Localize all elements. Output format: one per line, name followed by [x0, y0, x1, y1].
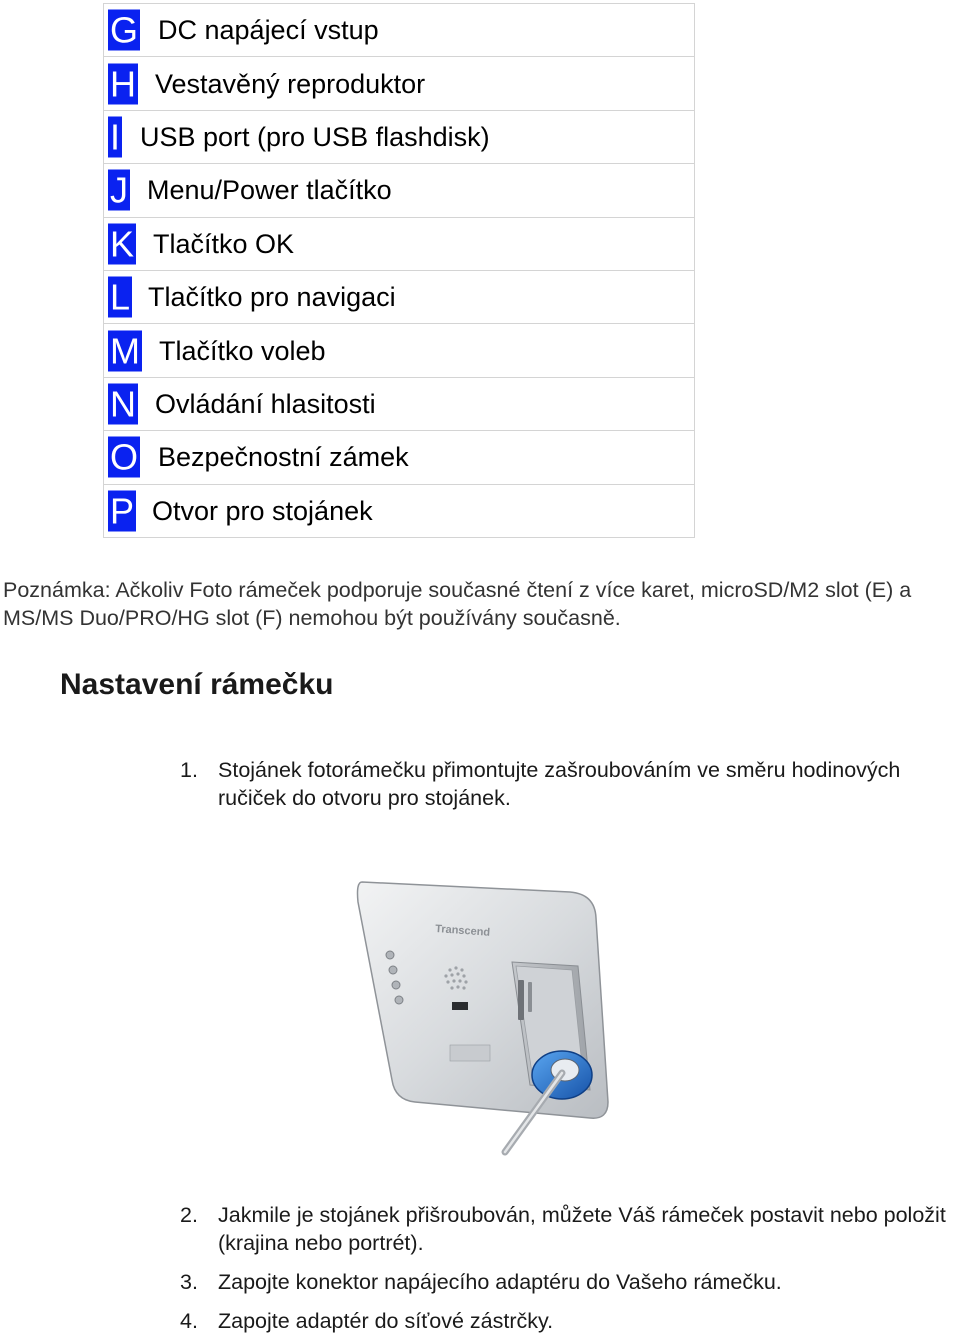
- part-row-j: [104, 164, 694, 217]
- part-row-p: [104, 485, 694, 538]
- step-2: [180, 1201, 955, 1257]
- part-label: Otvor pro stojánek: [152, 495, 373, 526]
- part-row-l: [104, 271, 694, 324]
- part-letter: P: [110, 490, 135, 532]
- step-text: Zapojte adaptér do síťové zástrčky.: [218, 1309, 554, 1333]
- part-letter: L: [110, 276, 131, 318]
- part-letter: O: [110, 436, 139, 478]
- part-label: Vestavěný reproduktor: [155, 68, 426, 99]
- part-letter: H: [110, 63, 136, 105]
- part-letter: J: [110, 169, 128, 211]
- note-paragraph: Poznámka: Ačkoliv Foto rámeček podporuje současné čtení z více karet, microSD/M2 slot (E) a MS/MS Duo/PRO/HG slot (F) nemohou být používány současně.: [3, 578, 912, 630]
- step-4: [180, 1307, 955, 1335]
- step-1: [180, 756, 955, 812]
- part-letter: M: [110, 330, 140, 372]
- part-letter: N: [110, 383, 136, 425]
- step-text: Zapojte konektor napájecího adaptéru do Vašeho rámečku.: [218, 1270, 782, 1294]
- part-row-o: [104, 431, 694, 484]
- part-letter: G: [110, 9, 139, 51]
- step-number: 2.: [180, 1203, 198, 1227]
- step-number: 3.: [180, 1270, 198, 1294]
- step-number: 1.: [180, 758, 198, 782]
- step-text: Jakmile je stojánek přišroubován, můžete Váš rámeček postavit nebo položit (krajina nebo portrét).: [218, 1203, 946, 1255]
- part-label: Tlačítko pro navigaci: [148, 282, 396, 313]
- part-label: DC napájecí vstup: [158, 15, 379, 46]
- part-label: USB port (pro USB flashdisk): [140, 121, 490, 152]
- brand-logo: Transcend: [434, 923, 491, 939]
- part-row-g: [104, 4, 694, 57]
- part-row-m: [104, 324, 694, 377]
- part-row-n: [104, 378, 694, 431]
- photo-frame-illustration: [340, 870, 630, 1160]
- part-label: Ovládání hlasitosti: [155, 388, 376, 419]
- step-3: [180, 1268, 955, 1296]
- part-label: Tlačítko OK: [153, 228, 295, 259]
- step-number: 4.: [180, 1309, 198, 1333]
- part-letter: K: [110, 223, 135, 265]
- step-text: Stojánek fotorámečku přimontujte zašroubováním ve směru hodinových ručiček do otvoru pro stojánek.: [218, 758, 901, 810]
- part-row-h: [104, 57, 694, 110]
- part-row-i: [104, 111, 694, 164]
- part-row-k: [104, 218, 694, 271]
- part-label: Menu/Power tlačítko: [147, 175, 392, 206]
- part-label: Bezpečnostní zámek: [158, 442, 409, 473]
- section-title: Nastavení rámečku: [60, 668, 334, 701]
- parts-table: [103, 3, 695, 538]
- part-letter: I: [110, 116, 121, 158]
- part-label: Tlačítko voleb: [159, 335, 326, 366]
